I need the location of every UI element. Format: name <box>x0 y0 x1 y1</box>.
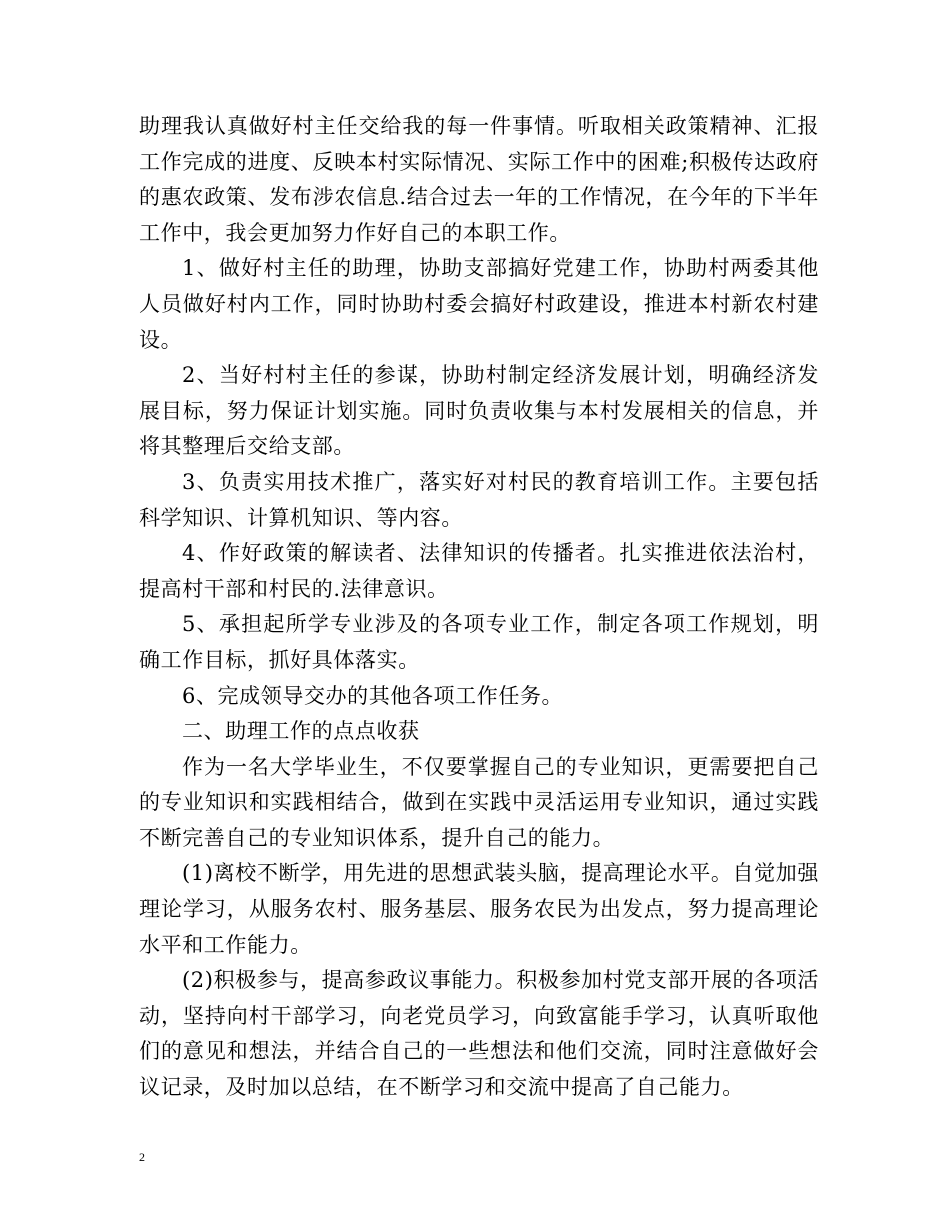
paragraph-section-2-intro: 作为一名大学毕业生，不仅要掌握自己的专业知识，更需要把自己的专业知识和实践相结合，做到在实践中灵活运用专业知识，通过实践不断完善自己的专业知识体系，提升自己的能力。 <box>139 754 819 850</box>
paragraph-intro: 助理我认真做好村主任交给我的每一件事情。听取相关政策精神、汇报工作完成的进度、反映本村实际情况、实际工作中的困难;积极传达政府的惠农政策、发布涉农信息.结合过去一年的工作情况，在今年的下半年工作中，我会更加努力作好自己的本职工作。 <box>139 114 819 245</box>
paragraph-item-6: 6、完成领导交办的其他各项工作任务。 <box>182 683 564 708</box>
paragraph-item-1: 1、做好村主任的助理，协助支部搞好党建工作，协助村两委其他人员做好村内工作，同时协助村委会搞好村政建设，推进本村新农村建设。 <box>139 256 819 352</box>
paragraph-item-2: 2、当好村村主任的参谋，协助村制定经济发展计划，明确经济发展目标，努力保证计划实施。同时负责收集与本村发展相关的信息，并将其整理后交给支部。 <box>139 363 819 459</box>
section-heading-2: 二、助理工作的点点收获 <box>182 719 420 744</box>
paragraph-item-4: 4、作好政策的解读者、法律知识的传播者。扎实推进依法治村，提高村干部和村民的.法律意识。 <box>139 541 819 601</box>
paragraph-item-3: 3、负责实用技术推广，落实好对村民的教育培训工作。主要包括科学知识、计算机知识、等内容。 <box>139 469 819 530</box>
page-number: 2 <box>139 1150 145 1164</box>
paragraph-point-2: (2)积极参与，提高参政议事能力。积极参加村党支部开展的各项活动，坚持向村干部学习，向老党员学习，向致富能手学习，认真听取他们的意见和想法，并结合自己的一些想法和他们交流，同时注意做好会议记录，及时加以总结，在不断学习和交流中提高了自己能力。 <box>139 968 819 1100</box>
paragraph-item-5: 5、承担起所学专业涉及的各项专业工作，制定各项工作规划，明确工作目标，抓好具体落实。 <box>139 612 819 672</box>
document-body <box>139 109 819 1106</box>
paragraph-point-1: (1)离校不断学，用先进的思想武装头脑，提高理论水平。自觉加强理论学习，从服务农村、服务基层、服务农民为出发点，努力提高理论水平和工作能力。 <box>139 861 819 957</box>
